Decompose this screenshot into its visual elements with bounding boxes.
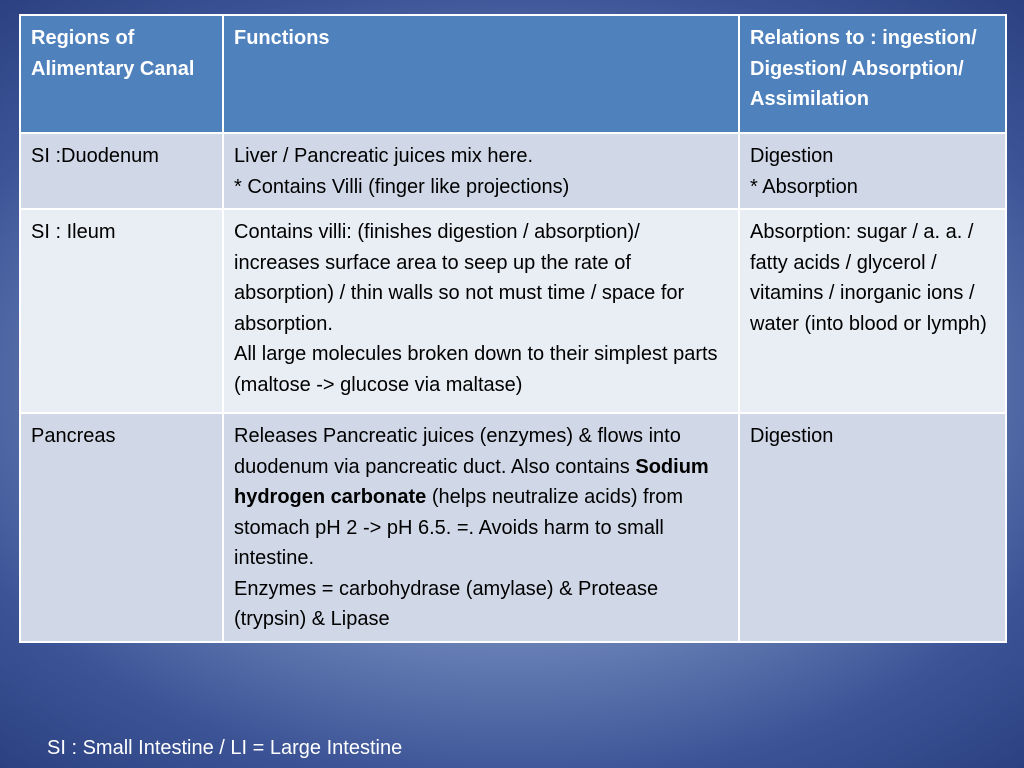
region-cell: Pancreas (20, 413, 223, 642)
relations-cell: Absorption: sugar / a. a. / fatty acids / glycerol / vitamins / inorganic ions / water (into blood or lymph) (739, 209, 1006, 413)
table-row (20, 209, 1006, 413)
functions-cell: Liver / Pancreatic juices mix here. * Contains Villi (finger like projections) (223, 133, 739, 209)
functions-text-before: Releases Pancreatic juices (enzymes) & flows into duodenum via pancreatic duct. Also contains (234, 425, 681, 478)
footnote: SI : Small Intestine / LI = Large Intestine (47, 737, 403, 759)
alimentary-canal-table (19, 14, 1007, 643)
functions-cell: Contains villi: (finishes digestion / absorption)/ increases surface area to seep up the rate of absorption) / thin walls so not must time / space for absorption. All large molecules broken down to their simplest parts (maltose -> glucose via maltase) (223, 209, 739, 413)
region-cell: SI : Ileum (20, 209, 223, 413)
header-relations: Relations to : ingestion/ Digestion/ Absorption/ Assimilation (739, 15, 1006, 133)
header-regions: Regions of Alimentary Canal (20, 15, 223, 133)
functions-text-after: (helps neutralize acids) from stomach pH 2 -> pH 6.5. =. Avoids harm to small intestine. Enzymes = carbohydrase (amylase) & Protease (trypsin) & Lipase (234, 486, 684, 630)
header-row (20, 15, 1006, 133)
table-row (20, 413, 1006, 642)
relations-cell: Digestion * Absorption (739, 133, 1006, 209)
functions-cell (223, 413, 739, 642)
relations-cell: Digestion (739, 413, 1006, 642)
functions-bold-term: Sodium hydrogen carbonate (234, 455, 709, 508)
header-functions: Functions (223, 15, 739, 133)
region-cell: SI :Duodenum (20, 133, 223, 209)
table-body (20, 133, 1006, 642)
table-row (20, 133, 1006, 209)
table-header (20, 15, 1006, 133)
